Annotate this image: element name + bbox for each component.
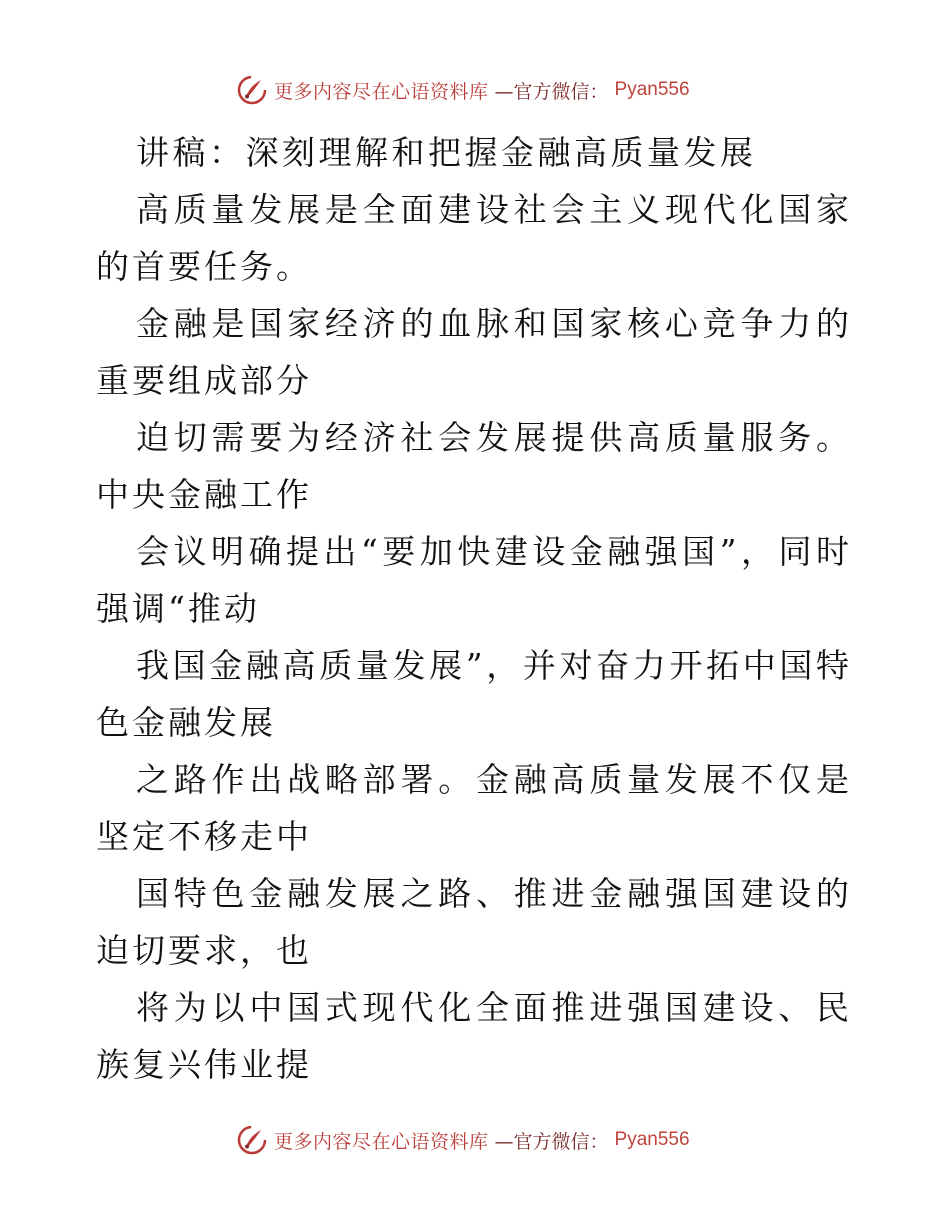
paragraph: 金融是国家经济的血脉和国家核心竞争力的重要组成部分 bbox=[96, 304, 852, 400]
watermark-site-text: 更多内容尽在心语资料库 bbox=[274, 80, 489, 103]
paragraph: 迫切需要为经济社会发展提供高质量服务。中央金融工作 bbox=[96, 418, 852, 514]
paragraph: 高质量发展是全面建设社会主义现代化国家的首要任务。 bbox=[96, 190, 852, 286]
watermark-account: Pyan556 bbox=[614, 79, 690, 100]
paragraph: 会议明确提出“要加快建设金融强国”，同时强调“推动 bbox=[96, 532, 852, 628]
watermark-site-text: 更多内容尽在心语资料库 bbox=[274, 1130, 489, 1153]
watermark-separator: —官方微信： bbox=[494, 80, 609, 103]
paragraph: 将为以中国式现代化全面推进强国建设、民族复兴伟业提 bbox=[96, 988, 852, 1084]
header-watermark bbox=[236, 72, 690, 108]
paragraph: 之路作出战略部署。金融高质量发展不仅是坚定不移走中 bbox=[96, 760, 852, 856]
ink-brush-circle-logo-icon bbox=[236, 74, 268, 106]
document-title: 讲稿：深刻理解和把握金融高质量发展 bbox=[136, 133, 757, 172]
paragraph: 我国金融高质量发展”，并对奋力开拓中国特色金融发展 bbox=[96, 646, 852, 742]
paragraph: 国特色金融发展之路、推进金融强国建设的迫切要求，也 bbox=[96, 874, 852, 970]
ink-brush-circle-logo-icon bbox=[236, 1124, 268, 1156]
footer-watermark bbox=[236, 1122, 690, 1158]
watermark-separator: —官方微信： bbox=[494, 1130, 609, 1153]
document-body bbox=[96, 124, 852, 1093]
watermark-account: Pyan556 bbox=[614, 1129, 690, 1150]
